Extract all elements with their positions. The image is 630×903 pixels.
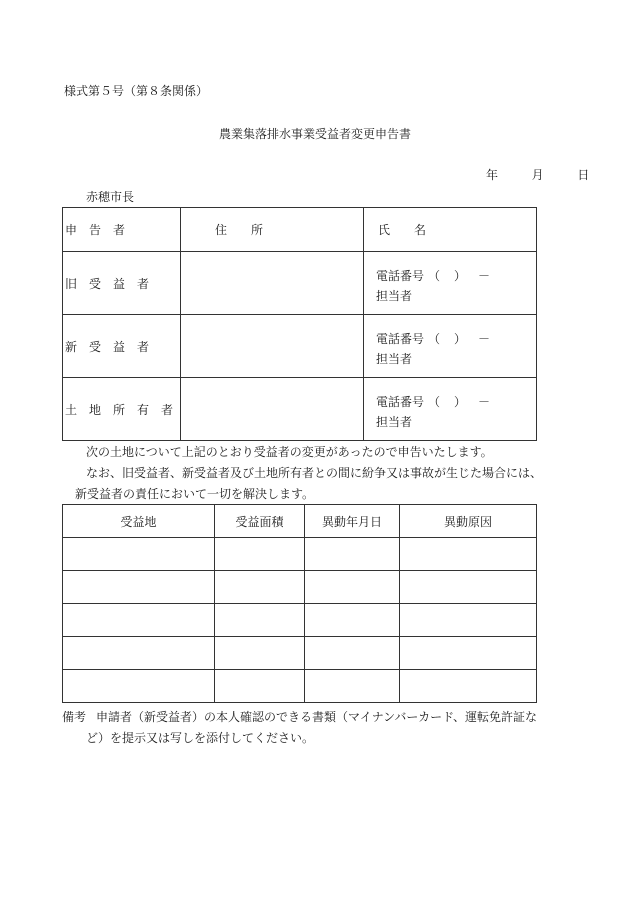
area-field[interactable] [215, 571, 305, 604]
land-header-cell: 異動原因 [400, 505, 537, 538]
role-cell [63, 315, 181, 378]
applicant-header-row [63, 208, 537, 252]
phone-label: 電話番号 [376, 332, 425, 346]
land-field[interactable] [63, 604, 215, 637]
address-field[interactable] [181, 315, 364, 378]
change-date-field[interactable] [305, 538, 400, 571]
change-date-field[interactable] [305, 571, 400, 604]
phone-dash: － [478, 332, 491, 346]
phone-label: 電話番号 [376, 269, 425, 283]
phone-label: 電話番号 [376, 395, 425, 409]
phone-dash: － [478, 395, 491, 409]
land-table [62, 504, 537, 703]
role-label: 旧 受 益 者 [65, 276, 150, 291]
address-header: 住 所 [215, 223, 264, 237]
phone-paren-open: （ [428, 395, 441, 409]
land-row [63, 571, 537, 604]
phone-paren-close: ） [454, 269, 467, 283]
remarks-text-1: 申請者（新受益者）の本人確認のできる書類（マイナンバーカード、運転免許証な [96, 710, 538, 724]
day-label: 日 [577, 168, 590, 182]
form-title: 農業集落排水事業受益者変更申告書 [218, 127, 411, 141]
phone-line [376, 329, 536, 349]
name-field[interactable] [364, 378, 537, 441]
land-header-cell: 異動年月日 [305, 505, 400, 538]
contact-label: 担当者 [376, 289, 413, 303]
phone-paren-open: （ [428, 332, 441, 346]
role-cell [63, 378, 181, 441]
area-field[interactable] [215, 604, 305, 637]
address-header-cell [181, 208, 364, 252]
land-row [63, 604, 537, 637]
addressee: 赤穂市長 [86, 190, 135, 204]
address-field[interactable] [181, 252, 364, 315]
name-header-cell [364, 208, 537, 252]
applicant-row [63, 378, 537, 441]
land-field[interactable] [63, 538, 215, 571]
year-label: 年 [486, 168, 499, 182]
remarks-label: 備考 [62, 710, 87, 724]
change-date-field[interactable] [305, 670, 400, 703]
area-field[interactable] [215, 670, 305, 703]
phone-paren-close: ） [454, 332, 467, 346]
month-label: 月 [531, 168, 544, 182]
name-field[interactable] [364, 252, 537, 315]
change-reason-field[interactable] [400, 604, 537, 637]
role-label: 新 受 益 者 [65, 339, 150, 354]
change-reason-field[interactable] [400, 637, 537, 670]
change-date-field[interactable] [305, 604, 400, 637]
change-reason-field[interactable] [400, 571, 537, 604]
statement-line-3: 新受益者の責任において一切を解決します。 [75, 487, 315, 501]
change-date-field[interactable] [305, 637, 400, 670]
land-row [63, 637, 537, 670]
role-header-cell [63, 208, 181, 252]
land-row [63, 538, 537, 571]
change-reason-field[interactable] [400, 670, 537, 703]
contact-label: 担当者 [376, 352, 413, 366]
statement-line-2: なお、旧受益者、新受益者及び土地所有者との間に紛争又は事故が生じた場合には、 [86, 466, 543, 480]
contact-label: 担当者 [376, 415, 413, 429]
role-header: 申 告 者 [65, 223, 126, 237]
phone-paren-close: ） [454, 395, 467, 409]
phone-line [376, 392, 536, 412]
change-reason-field[interactable] [400, 538, 537, 571]
land-header-cell: 受益地 [63, 505, 215, 538]
statement-line-1: 次の土地について上記のとおり受益者の変更があったので申告いたします。 [86, 445, 493, 459]
role-cell [63, 252, 181, 315]
land-header-cell: 受益面積 [215, 505, 305, 538]
land-field[interactable] [63, 670, 215, 703]
name-field[interactable] [364, 315, 537, 378]
land-field[interactable] [63, 637, 215, 670]
applicant-table [62, 207, 537, 441]
land-row [63, 670, 537, 703]
land-header-row [63, 505, 537, 538]
date-line [486, 168, 589, 182]
name-header: 氏 名 [378, 223, 427, 237]
applicant-row [63, 315, 537, 378]
applicant-row [63, 252, 537, 315]
area-field[interactable] [215, 637, 305, 670]
form-number: 様式第５号（第８条関係） [64, 84, 209, 98]
land-field[interactable] [63, 571, 215, 604]
area-field[interactable] [215, 538, 305, 571]
phone-paren-open: （ [428, 269, 441, 283]
phone-line [376, 266, 536, 286]
phone-dash: － [478, 269, 491, 283]
role-label: 土 地 所 有 者 [65, 402, 174, 417]
remarks-line-2: ど）を提示又は写しを添付してください。 [86, 731, 315, 745]
remarks-line-1 [62, 710, 537, 724]
address-field[interactable] [181, 378, 364, 441]
